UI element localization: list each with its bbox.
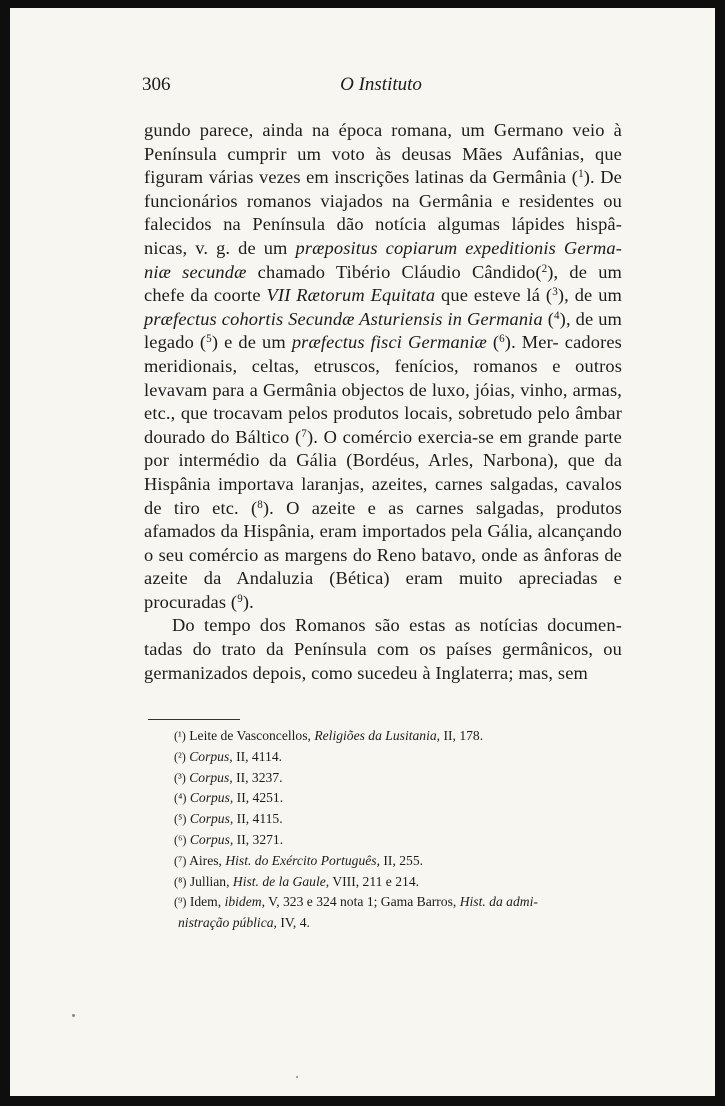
footnote-work-title: Corpus, xyxy=(189,831,234,847)
footnote-text: II, 4114. xyxy=(236,748,283,764)
text-line: pela Gália, alcançando o seu comércio as margens do Reno xyxy=(144,521,622,565)
text-line: Do tempo dos Romanos são estas as notícias documen- xyxy=(172,615,622,636)
footnote-ref: 4 xyxy=(554,309,560,322)
footnote-text: II, 4115. xyxy=(236,811,283,827)
footnote-text: II, 255. xyxy=(383,852,424,868)
footnote-number: (¹) xyxy=(174,729,186,743)
text-line: um xyxy=(598,285,623,306)
text-line: nicas, v. g. de um xyxy=(144,237,288,258)
footnote-ref: 2 xyxy=(541,262,548,275)
footnote-text: II, 4251. xyxy=(236,790,284,806)
page-number: 306 xyxy=(142,74,171,95)
text-line: De funcionários romanos viajados na Germânia e residentes xyxy=(144,167,622,211)
text-line: tadas do trato da Península com os países germânicos, ou xyxy=(144,639,622,660)
footnote-3 xyxy=(144,768,622,789)
footnote-7 xyxy=(144,851,622,872)
footnote-work-title: Hist. da admi- xyxy=(459,894,538,910)
text-line: Península cumprir um voto às deusas Mães Aufânias, que xyxy=(144,143,622,164)
footnote-ref: 9 xyxy=(237,592,243,605)
footnote-work-title: Corpus, xyxy=(189,811,234,827)
footnote-ref: 8 xyxy=(257,498,263,511)
footnote-9 xyxy=(144,892,622,913)
footnote-number: (⁸) xyxy=(174,874,187,889)
text-line: figuram várias vezes em inscrições latinas da Germânia xyxy=(144,167,567,188)
running-title: O Instituto xyxy=(340,74,422,95)
latin-title: niæ secundæ xyxy=(144,261,247,282)
text-line: , de xyxy=(564,285,593,306)
footnote-2 xyxy=(144,747,622,768)
text-line: chefe da coorte xyxy=(144,285,261,306)
latin-title: præfectus cohortis Secundæ Asturiensis in Germania xyxy=(144,308,543,329)
latin-title: præfectus fisci Germaniæ xyxy=(291,332,487,353)
footnote-number: (²) xyxy=(174,749,186,764)
footnote-4 xyxy=(144,788,622,809)
text-line: chamado Tibério Cláudio Cândido xyxy=(257,261,536,282)
latin-title: VII Rætorum Equitata xyxy=(266,285,436,306)
text-line: batavo, onde as ânforas de azeite da Andaluzia (Bética) eram xyxy=(144,544,622,589)
footnote-1 xyxy=(144,726,622,747)
book-page xyxy=(10,8,715,1096)
footnote-6 xyxy=(144,830,622,851)
footnote-8 xyxy=(144,872,622,893)
footnote-text: Leite de Vasconcellos, xyxy=(189,728,311,743)
footnote-number: (⁶) xyxy=(174,832,187,847)
footnote-work-title: Hist. de la Gaule, xyxy=(232,873,330,889)
text-line: ou falecidos na Península dão notícia algumas lápides hispâ- xyxy=(144,190,622,235)
footnote-work-title: ibidem, xyxy=(224,894,265,910)
text-line: gundo parece, ainda na época romana, um Germano veio à xyxy=(144,120,622,140)
footnote-text: II, 3271. xyxy=(236,831,284,847)
latin-title: præpositus copiarum expeditionis Germa- xyxy=(295,237,622,258)
text-line: e de um xyxy=(224,332,286,353)
text-line: salgadas, produtos afamados da Hispânia, eram importados xyxy=(144,497,622,542)
text-line: Arles, Narbona), que da Hispânia importava laranjas, azeites, xyxy=(144,450,623,494)
footnote-ref: 7 xyxy=(301,427,307,440)
footnote-ref: 1 xyxy=(578,168,584,181)
footnote-work-title: nistração pública, xyxy=(178,915,277,931)
text-line: de um legado xyxy=(144,308,622,353)
paragraph-1: gundo parece, ainda na época romana, um Germano veio à Península cumprir um voto às deusas Mães Aufânias, que figuram várias vezes em inscrições latinas da Germânia ($^1$). De funcionários romanos viajados na Germânia e residentes ou falecidos na Península dão notícia algumas lápides hispâ- nicas, v. g. de um præpositus copiarum expeditionis Germa- niæ secundæ chamado Tibério Cláudio Cândido($^2$), de um chefe da coorte VII Rætorum Equitata que esteve lá ($^3$), de um præfectus cohortis Secundæ Asturiensis in Germania ($^4$), de um legado ($^5$) e de um præfectus fisci Germaniæ ($^6$). Mer- cadores meridionais, celtas, etruscos, fenícios, romanos e outros levavam para a Germânia objectos de luxo, jóias, vinho, armas, etc., que trocavam pelos produtos locais, sobretudo pelo âmbar dourado do Báltico ($^7$). O comércio exercia-se em grande parte por intermédio da Gália (Bordéus, Arles, Narbona), que da Hispânia importava laranjas, azeites, carnes salgadas, cavalos de tiro etc. ($^8$). O azeite e as carnes salgadas, produtos afamados da Hispânia, eram importados pela Gália, alcançando o seu comércio as margens do Reno batavo, onde as ânforas de azeite da Andaluzia (Bética) eram muito apreciadas e procuradas ($^9$). xyxy=(144,120,623,612)
footnote-text: Jullian, xyxy=(189,873,230,889)
footnote-number: (⁹) xyxy=(174,895,187,910)
text-line: vinho, armas, etc., que trocavam pelos produtos locais, xyxy=(144,379,623,424)
footnote-text: V, 323 e 324 nota 1; Gama Barros, xyxy=(268,894,457,910)
footnote-text: II, 178. xyxy=(443,728,484,743)
text-line: outros levavam para a Germânia objectos de luxo, jóias, xyxy=(144,355,623,400)
text-line: cadores meridionais, celtas, etruscos, fenícios, romanos e xyxy=(144,332,622,376)
text-line: ). O azeite e as carnes xyxy=(262,497,464,518)
footnote-text: VIII, 211 e 214. xyxy=(332,873,420,889)
footnote-ref: 5 xyxy=(206,333,212,346)
footnote-number: (⁷) xyxy=(174,853,187,868)
footnote-work-title: Corpus, xyxy=(189,769,233,785)
text-line: ). Mer- xyxy=(504,332,559,353)
text-line: exercia-se em grande parte por intermédio da Gália (Bordéus, xyxy=(144,426,622,471)
footnote-number: (³) xyxy=(174,770,186,785)
footnote-number: (⁴) xyxy=(174,791,187,806)
text-line: ), xyxy=(559,308,571,329)
text-line: , de um xyxy=(553,261,622,282)
paper-speck xyxy=(72,1014,75,1017)
page-header xyxy=(142,74,620,102)
text-line: ). O comércio xyxy=(306,426,413,447)
footnotes xyxy=(144,726,622,934)
footnote-work-title: Hist. do Exército Português, xyxy=(225,852,380,868)
text-line: sobretudo pelo âmbar dourado do Báltico xyxy=(144,403,623,447)
text-line: muito apreciadas e procuradas xyxy=(144,568,622,612)
footnote-text: Aires, xyxy=(189,852,222,868)
footnote-work-title: Corpus, xyxy=(189,748,233,764)
main-text xyxy=(144,119,622,685)
footnote-work-title: Religiões da Lusitania, xyxy=(314,728,441,743)
paragraph-2 xyxy=(144,614,622,685)
footnote-divider xyxy=(148,719,240,720)
footnote-work-title: Corpus, xyxy=(189,790,234,806)
text-line: germanizados depois, como sucedeu à Inglaterra; mas, sem xyxy=(144,662,589,683)
footnote-5 xyxy=(144,809,622,830)
text-line: que esteve lá xyxy=(441,285,541,306)
text-line: carnes salgadas, cavalos de tiro etc. xyxy=(144,473,622,518)
footnote-text: II, 3237. xyxy=(236,769,283,785)
footnote-number: (⁵) xyxy=(174,812,187,827)
footnote-text: Idem, xyxy=(189,894,222,910)
footnote-ref: 3 xyxy=(552,286,558,299)
footnote-text: IV, 4. xyxy=(280,915,310,931)
footnote-ref: 6 xyxy=(499,333,505,346)
footnote-9-continued xyxy=(144,913,622,934)
paper-speck xyxy=(296,1076,298,1078)
